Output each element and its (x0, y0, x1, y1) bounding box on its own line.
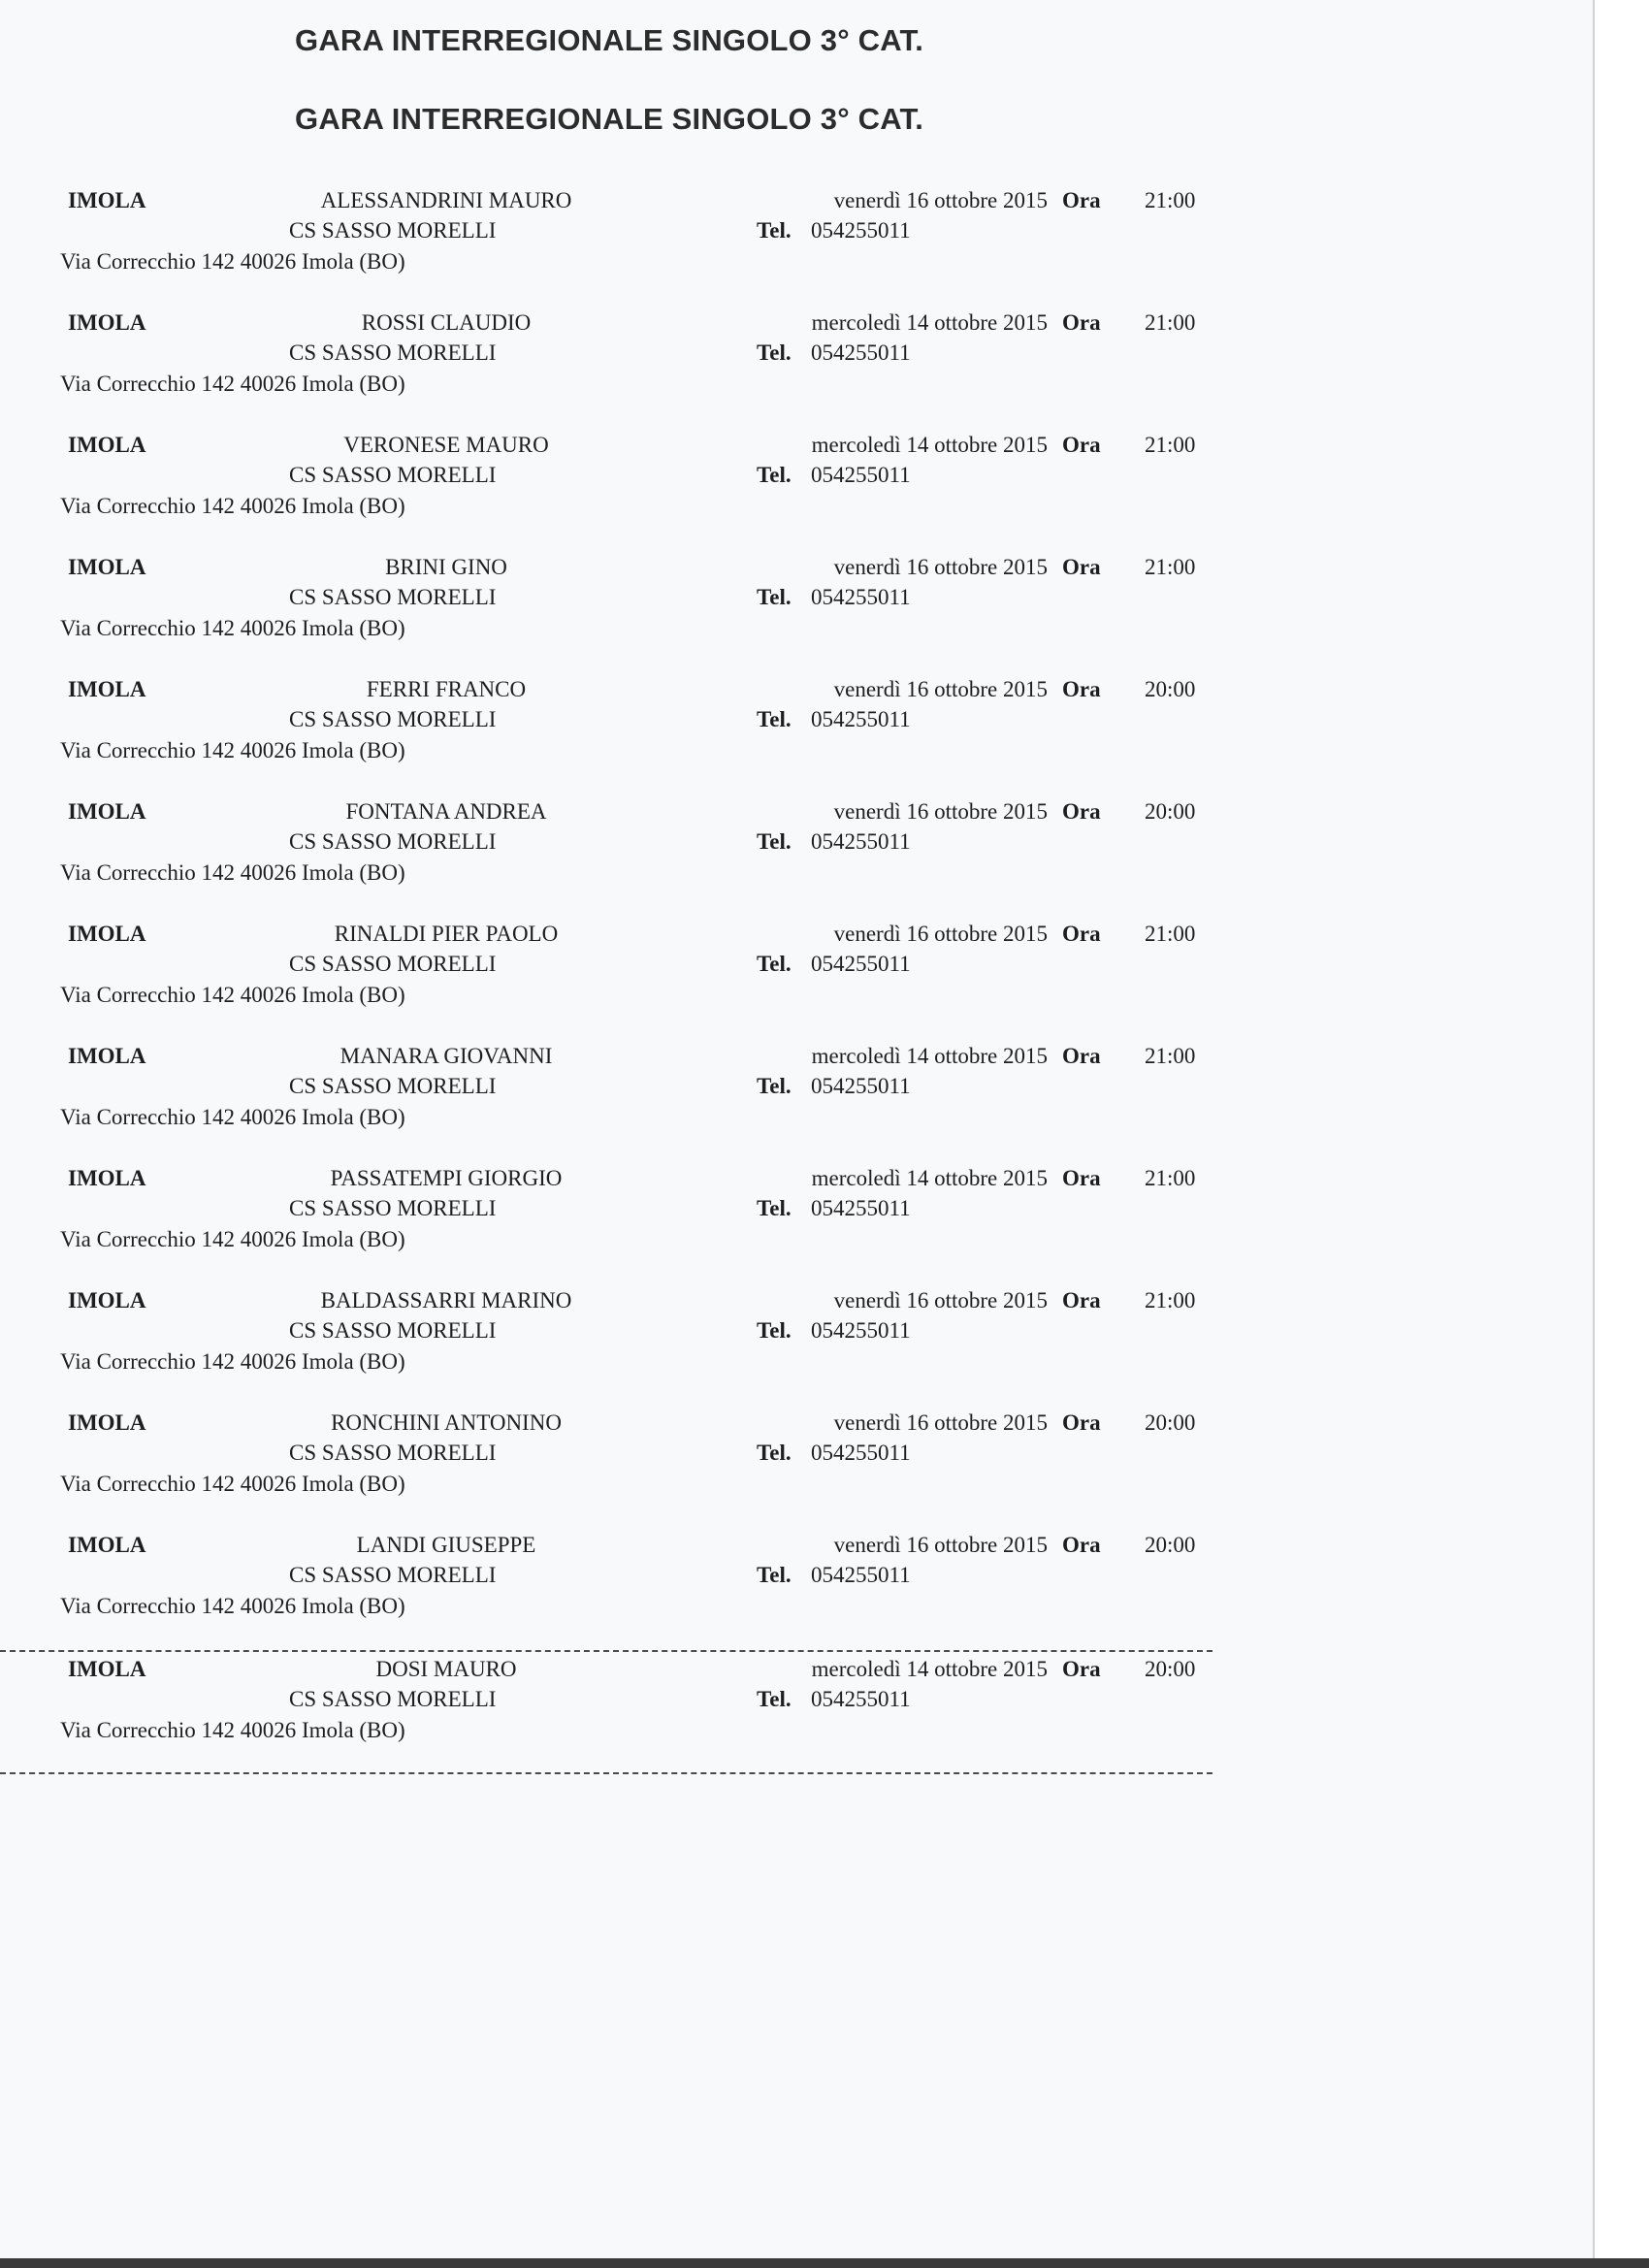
city: IMOLA (68, 1657, 146, 1681)
player-name: RINALDI PIER PAOLO (334, 922, 559, 946)
phone-number: 054255011 (811, 1318, 911, 1343)
ora-label: Ora (1062, 310, 1101, 335)
club-address: Via Correcchio 142 40026 Imola (BO) (60, 738, 405, 762)
match-date: venerdì 16 ottobre 2015 (833, 1533, 1048, 1557)
phone-number: 054255011 (811, 829, 911, 854)
city: IMOLA (68, 1166, 146, 1190)
match-entry (0, 183, 1212, 306)
match-entry (0, 1283, 1212, 1406)
club-name: CS SASSO MORELLI (289, 1318, 497, 1343)
club-name: CS SASSO MORELLI (289, 1074, 497, 1098)
club-name: CS SASSO MORELLI (289, 463, 497, 487)
city: IMOLA (68, 310, 146, 335)
club-address: Via Correcchio 142 40026 Imola (BO) (60, 860, 405, 885)
ora-label: Ora (1062, 799, 1101, 824)
tel-label: Tel. (757, 1196, 792, 1220)
player-name: LANDI GIUSEPPE (356, 1533, 536, 1557)
player-name: MANARA GIOVANNI (340, 1044, 553, 1068)
club-name: CS SASSO MORELLI (289, 340, 497, 365)
match-date: mercoledì 14 ottobre 2015 (811, 1166, 1048, 1190)
city: IMOLA (68, 799, 146, 824)
tel-label: Tel. (757, 952, 792, 976)
ora-label: Ora (1062, 188, 1101, 212)
match-time: 21:00 (1145, 1166, 1196, 1190)
club-name: CS SASSO MORELLI (289, 952, 497, 976)
club-name: CS SASSO MORELLI (289, 1687, 497, 1711)
ora-label: Ora (1062, 677, 1101, 701)
club-name: CS SASSO MORELLI (289, 1441, 497, 1465)
ora-label: Ora (1062, 1410, 1101, 1435)
match-entry (0, 1406, 1212, 1528)
player-name: ALESSANDRINI MAURO (320, 188, 572, 212)
ora-label: Ora (1062, 922, 1101, 946)
player-name: VERONESE MAURO (343, 433, 549, 457)
match-time: 21:00 (1145, 1044, 1196, 1068)
tel-label: Tel. (757, 1563, 792, 1587)
phone-number: 054255011 (811, 1687, 911, 1711)
player-name: RONCHINI ANTONINO (331, 1410, 562, 1435)
match-entry (0, 672, 1212, 794)
page-subtitle: GARA INTERREGIONALE SINGOLO 3° CAT. (295, 102, 924, 136)
club-address: Via Correcchio 142 40026 Imola (BO) (60, 1105, 405, 1129)
match-entry (0, 428, 1212, 550)
match-date: venerdì 16 ottobre 2015 (833, 555, 1048, 579)
club-address: Via Correcchio 142 40026 Imola (BO) (60, 1594, 405, 1618)
match-entry (0, 306, 1212, 428)
phone-number: 054255011 (811, 952, 911, 976)
ora-label: Ora (1062, 555, 1101, 579)
phone-number: 054255011 (811, 1441, 911, 1465)
city: IMOLA (68, 1410, 146, 1435)
city: IMOLA (68, 677, 146, 701)
match-time: 21:00 (1145, 188, 1196, 212)
club-address: Via Correcchio 142 40026 Imola (BO) (60, 983, 405, 1007)
phone-number: 054255011 (811, 1563, 911, 1587)
tel-label: Tel. (757, 1441, 792, 1465)
match-time: 20:00 (1145, 1533, 1196, 1557)
ora-label: Ora (1062, 433, 1101, 457)
page-title: GARA INTERREGIONALE SINGOLO 3° CAT. (295, 23, 924, 57)
club-address: Via Correcchio 142 40026 Imola (BO) (60, 1472, 405, 1496)
player-name: FONTANA ANDREA (345, 799, 547, 824)
match-time: 20:00 (1145, 799, 1196, 824)
club-address: Via Correcchio 142 40026 Imola (BO) (60, 1718, 405, 1742)
player-name: ROSSI CLAUDIO (361, 310, 532, 335)
club-address: Via Correcchio 142 40026 Imola (BO) (60, 1349, 405, 1374)
tel-label: Tel. (757, 585, 792, 609)
city: IMOLA (68, 1044, 146, 1068)
player-name: DOSI MAURO (375, 1657, 517, 1681)
match-entry (0, 550, 1212, 672)
club-address: Via Correcchio 142 40026 Imola (BO) (60, 372, 405, 396)
player-name: BALDASSARRI MARINO (320, 1288, 572, 1312)
match-list (0, 183, 1212, 1774)
scan-bottom-edge (0, 2258, 1649, 2268)
club-address: Via Correcchio 142 40026 Imola (BO) (60, 494, 405, 518)
club-name: CS SASSO MORELLI (289, 1563, 497, 1587)
tel-label: Tel. (757, 218, 792, 243)
phone-number: 054255011 (811, 585, 911, 609)
player-name: FERRI FRANCO (366, 677, 527, 701)
tel-label: Tel. (757, 1318, 792, 1343)
match-date: venerdì 16 ottobre 2015 (833, 799, 1048, 824)
club-address: Via Correcchio 142 40026 Imola (BO) (60, 1227, 405, 1251)
match-time: 21:00 (1145, 433, 1196, 457)
phone-number: 054255011 (811, 340, 911, 365)
club-name: CS SASSO MORELLI (289, 829, 497, 854)
match-entry (0, 1161, 1212, 1283)
phone-number: 054255011 (811, 707, 911, 731)
match-date: venerdì 16 ottobre 2015 (833, 1288, 1048, 1312)
city: IMOLA (68, 433, 146, 457)
match-date: venerdì 16 ottobre 2015 (833, 1410, 1048, 1435)
tel-label: Tel. (757, 1687, 792, 1711)
ora-label: Ora (1062, 1533, 1101, 1557)
tel-label: Tel. (757, 340, 792, 365)
city: IMOLA (68, 188, 146, 212)
match-time: 20:00 (1145, 677, 1196, 701)
match-time: 21:00 (1145, 1288, 1196, 1312)
match-time: 20:00 (1145, 1410, 1196, 1435)
match-date: mercoledì 14 ottobre 2015 (811, 433, 1048, 457)
city: IMOLA (68, 555, 146, 579)
phone-number: 054255011 (811, 1196, 911, 1220)
match-entry (0, 1528, 1212, 1650)
match-time: 21:00 (1145, 310, 1196, 335)
club-name: CS SASSO MORELLI (289, 707, 497, 731)
tel-label: Tel. (757, 463, 792, 487)
match-time: 21:00 (1145, 922, 1196, 946)
tel-label: Tel. (757, 829, 792, 854)
club-name: CS SASSO MORELLI (289, 585, 497, 609)
tel-label: Tel. (757, 707, 792, 731)
phone-number: 054255011 (811, 463, 911, 487)
club-name: CS SASSO MORELLI (289, 1196, 497, 1220)
ora-label: Ora (1062, 1044, 1101, 1068)
tel-label: Tel. (757, 1074, 792, 1098)
match-date: mercoledì 14 ottobre 2015 (811, 1044, 1048, 1068)
city: IMOLA (68, 922, 146, 946)
match-entry (0, 917, 1212, 1039)
club-address: Via Correcchio 142 40026 Imola (BO) (60, 249, 405, 274)
match-time: 21:00 (1145, 555, 1196, 579)
club-name: CS SASSO MORELLI (289, 218, 497, 243)
player-name: BRINI GINO (385, 555, 507, 579)
match-date: venerdì 16 ottobre 2015 (833, 188, 1048, 212)
ora-label: Ora (1062, 1166, 1101, 1190)
city: IMOLA (68, 1288, 146, 1312)
phone-number: 054255011 (811, 218, 911, 243)
city: IMOLA (68, 1533, 146, 1557)
match-date: venerdì 16 ottobre 2015 (833, 677, 1048, 701)
match-date: mercoledì 14 ottobre 2015 (811, 1657, 1048, 1681)
match-entry (0, 1650, 1212, 1774)
match-entry (0, 794, 1212, 917)
ora-label: Ora (1062, 1288, 1101, 1312)
player-name: PASSATEMPI GIORGIO (330, 1166, 563, 1190)
club-address: Via Correcchio 142 40026 Imola (BO) (60, 616, 405, 640)
page-edge (1593, 0, 1649, 2268)
ora-label: Ora (1062, 1657, 1101, 1681)
match-date: mercoledì 14 ottobre 2015 (811, 310, 1048, 335)
phone-number: 054255011 (811, 1074, 911, 1098)
match-date: venerdì 16 ottobre 2015 (833, 922, 1048, 946)
match-time: 20:00 (1145, 1657, 1196, 1681)
match-entry (0, 1039, 1212, 1161)
